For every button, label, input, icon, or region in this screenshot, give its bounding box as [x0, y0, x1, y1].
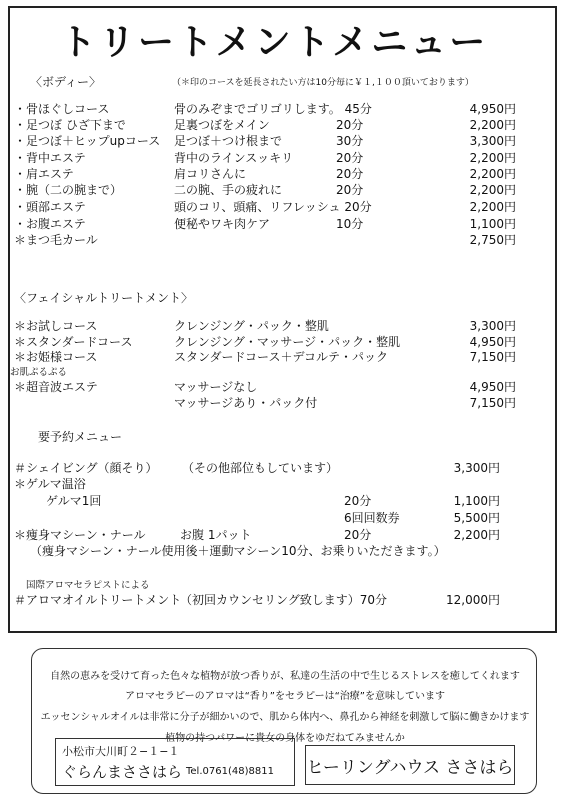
course-desc: クレンジング・パック・整肌	[174, 319, 329, 333]
course-desc: 足つぼ＋つけ根まで	[174, 134, 283, 148]
menu-row	[14, 133, 534, 149]
menu-row	[14, 117, 534, 133]
course-price: 4,950円	[469, 380, 516, 394]
course-desc: 二の腕、手の疲れに	[174, 183, 283, 197]
course-time: 20分	[336, 118, 364, 132]
course-desc: 足裏つぼをメイン	[174, 118, 270, 132]
menu-row	[14, 216, 534, 232]
course-price: 4,950円	[469, 335, 516, 349]
menu-row	[14, 318, 534, 334]
course-name: ・腕（二の腕まで）	[14, 183, 123, 197]
menu-row	[14, 379, 534, 395]
course-desc: スタンダードコース＋デコルテ・パック	[174, 350, 388, 364]
course-name: ・足つぼ＋ヒップupコース	[14, 134, 161, 148]
course-name: ＊超音波エステ	[14, 380, 98, 394]
course-price: 3,300円	[469, 134, 516, 148]
course-name: ・お腹エステ	[14, 217, 86, 231]
footer-line: アロマセラピーのアロマは“香り”をセラピーは“治療”を意味しています	[125, 691, 445, 702]
footer-line: 植物の持つパワーに貴女の身体をゆだねてみませんか	[165, 733, 405, 744]
skin-note: お肌ぷるぷる	[10, 367, 68, 378]
course-price: 1,100円	[453, 494, 500, 508]
menu-row	[14, 232, 534, 248]
course-desc: マッサージなし	[174, 380, 258, 394]
course-time: 20分	[344, 494, 372, 508]
course-time: 30分	[336, 134, 364, 148]
address: 小松市大川町２−１−１	[62, 745, 180, 758]
course-desc: （初回カウンセリング致します）70分	[180, 593, 388, 607]
course-name: ・頭部エステ	[14, 200, 86, 214]
menu-row	[14, 460, 534, 476]
address-box	[55, 738, 295, 786]
course-time: 20分	[336, 183, 364, 197]
course-price: 2,750円	[469, 233, 516, 247]
tel: Tel.0761(48)8811	[186, 766, 274, 777]
menu-row	[14, 349, 534, 365]
course-price: 12,000円	[446, 593, 500, 607]
coupon-label: 6回回数券	[344, 511, 400, 525]
menu-row	[14, 182, 534, 198]
course-price: 7,150円	[469, 350, 516, 364]
slim-note-text: （痩身マシーン・ナール使用後＋運動マシーン10分、お乗りいただきます。）	[30, 544, 446, 558]
course-time: 20分	[344, 528, 372, 542]
course-name: ・足つぼ ひざ下まで	[14, 118, 126, 132]
page-title: トリートメントメニュー	[60, 22, 489, 63]
course-price: 2,200円	[469, 200, 516, 214]
course-desc: 骨のみぞまでゴリゴリします。 45分	[174, 102, 372, 116]
shop-name: ヒーリングハウス ささはら	[306, 757, 514, 778]
menu-row	[14, 527, 534, 543]
course-desc: 便秘やワキ肉ケア	[174, 217, 271, 231]
course-name: ＃アロマオイルトリートメント	[14, 593, 182, 607]
course-price: 3,300円	[469, 319, 516, 333]
course-desc: マッサージあり・パック付	[174, 396, 318, 410]
course-time: 20分	[336, 167, 364, 181]
menu-row	[14, 150, 534, 166]
course-desc: （その他部位もしています）	[182, 461, 339, 475]
course-desc: 背中のラインスッキリ	[174, 151, 294, 165]
course-price: 2,200円	[469, 167, 516, 181]
course-price: 1,100円	[469, 217, 516, 231]
course-name: ＊スタンダードコース	[14, 335, 133, 349]
course-time: 20分	[336, 151, 364, 165]
body-heading: 〈ボディー〉	[30, 75, 102, 89]
aroma-prefix: 国際アロマセラピストによる	[26, 580, 150, 591]
course-name: ＊まつ毛カール	[14, 233, 98, 247]
menu-row	[14, 101, 534, 117]
course-desc: クレンジング・マッサージ・パック・整肌	[174, 335, 401, 349]
menu-row	[14, 493, 534, 509]
course-price: 2,200円	[469, 151, 516, 165]
course-name: ・肩エステ	[14, 167, 74, 181]
menu-row	[14, 334, 534, 350]
menu-row	[14, 395, 534, 411]
reserve-heading: 要予約メニュー	[38, 430, 123, 444]
course-name: ゲルマ1回	[46, 494, 102, 508]
course-name: ＊お試しコース	[14, 319, 98, 333]
course-price: 2,200円	[469, 118, 516, 132]
course-desc: 肩コリさんに	[174, 167, 247, 181]
facial-heading: 〈フェイシャルトリートメント〉	[14, 291, 194, 305]
menu-row	[14, 476, 534, 492]
coupon-price: 5,500円	[453, 511, 500, 525]
course-name: ＊ゲルマ温浴	[14, 477, 86, 491]
course-desc: お腹 1パット	[180, 528, 252, 542]
course-price: 7,150円	[469, 396, 516, 410]
course-name: ＊痩身マシーン・ナール	[14, 528, 146, 542]
course-price: 2,200円	[453, 528, 500, 542]
shop-name-box	[305, 745, 515, 785]
course-name: ・骨ほぐしコース	[14, 102, 110, 116]
course-time: 10分	[336, 217, 364, 231]
menu-row	[14, 592, 534, 608]
course-price: 3,300円	[453, 461, 500, 475]
extension-note: （＊印のコースを延長されたい方は10分毎に￥１,１００頂いております）	[172, 78, 474, 88]
course-desc: 頭のコリ、頭痛、リフレッシュ 20分	[174, 200, 372, 214]
shop-handwritten-name: ぐらんまささはら	[62, 763, 183, 781]
footer-line: エッセンシャルオイルは非常に分子が細かいので、肌から体内へ、鼻孔から神経を刺激して脳に働きかけます	[40, 712, 530, 723]
course-price: 4,950円	[469, 102, 516, 116]
footer-line: 自然の恵みを受けて育った色々な植物が放つ香りが、私達の生活の中で生じるストレスを癒してくれます	[50, 671, 520, 682]
menu-row	[14, 199, 534, 215]
course-name: ＃シェイビング（顔そり）	[14, 461, 158, 475]
course-price: 2,200円	[469, 183, 516, 197]
menu-row	[14, 510, 534, 526]
menu-row	[14, 166, 534, 182]
course-name: ＊お姫様コース	[14, 350, 98, 364]
course-name: ・背中エステ	[14, 151, 86, 165]
slim-note	[30, 543, 550, 559]
